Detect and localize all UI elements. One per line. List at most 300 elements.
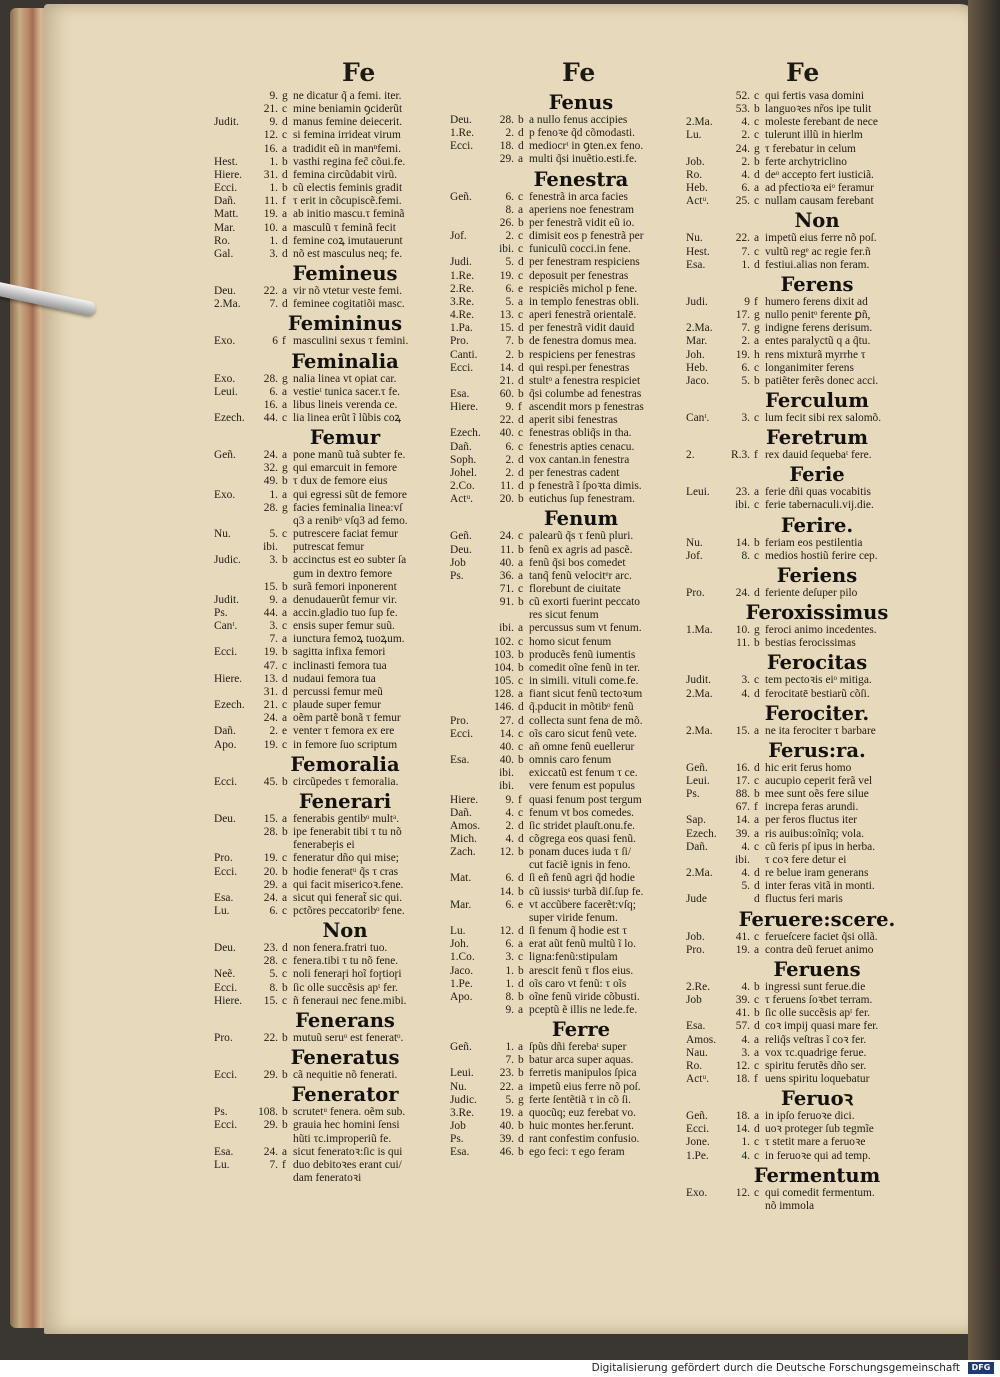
- citation-section-letter: g: [282, 90, 288, 102]
- citation-book: Ecci.: [214, 1069, 238, 1082]
- citation-book: 1.Pa.: [450, 322, 473, 335]
- citation-section-letter: b: [518, 216, 524, 229]
- citation-section-letter: a: [282, 712, 288, 725]
- citation-line: [450, 780, 712, 793]
- citation-chapter: 19.: [735, 348, 750, 361]
- citation-line: [214, 129, 476, 142]
- entry-headword: Feriens: [776, 563, 858, 587]
- citation-book: 2.Re.: [450, 282, 475, 295]
- citation-book: Actᵘ.: [686, 1072, 710, 1085]
- citation-line: [450, 1107, 712, 1120]
- citation-text: respiciẽs michol p fene.: [529, 282, 638, 295]
- citation-section-letter: e: [518, 282, 524, 295]
- concordance-entry: [686, 1086, 948, 1163]
- citation-book: [450, 217, 490, 230]
- citation-section-letter: c: [754, 195, 760, 208]
- citation-section-letter: d: [518, 480, 524, 493]
- citation-text: fenerabis gentibᵒ multᵃ.: [293, 812, 400, 825]
- citation-book: [450, 153, 490, 166]
- citation-chapter: 14.: [735, 814, 750, 827]
- citation-chapter: 29.: [263, 1069, 278, 1082]
- entry-headword: Ferociter.: [764, 701, 870, 725]
- citation-chapter: 8.: [505, 203, 514, 216]
- citation-section-letter: c: [282, 699, 288, 712]
- citation-line: [214, 839, 476, 852]
- citation-book: [214, 826, 254, 839]
- citation-text: mee sunt oẽs fere silue: [765, 788, 869, 801]
- citation-line: [214, 335, 476, 348]
- citation-line: [214, 607, 476, 620]
- citation-chapter: 1.: [269, 182, 278, 195]
- concordance-entry: [686, 272, 948, 388]
- citation-book: [450, 596, 490, 609]
- citation-text: bestias ferocissimas: [765, 637, 856, 650]
- citation-text: in simili. vituli come.fe.: [529, 675, 639, 688]
- citation-section-letter: c: [754, 361, 760, 374]
- citation-text: qui comedit fermentum.: [765, 1186, 875, 1199]
- citation-section-letter: c: [518, 583, 524, 595]
- citation-chapter: 36.: [499, 569, 514, 582]
- citation-section-letter: [754, 1200, 765, 1213]
- citation-line: [450, 609, 712, 622]
- citation-chapter: 11.: [500, 480, 514, 493]
- citation-text: per fenestram respiciens: [529, 256, 640, 269]
- citation-line: [450, 114, 712, 127]
- citation-line: [214, 222, 476, 235]
- citation-text: grauia hec homini ſensi: [293, 1119, 400, 1132]
- citation-book: 2.Re.: [686, 980, 711, 993]
- citation-text: ab initio mascu.τ feminã: [293, 208, 405, 221]
- citation-text: ſic olle succẽsis apᵗ fer.: [765, 1007, 870, 1020]
- citation-book: [450, 243, 490, 256]
- citation-chapter: 15.: [735, 724, 750, 737]
- citation-section-letter: a: [282, 488, 288, 501]
- citation-text: ferueſcere faciet q̃si ollã.: [765, 930, 878, 943]
- citation-section-letter: d: [754, 258, 760, 271]
- citation-chapter: 28.: [263, 955, 278, 968]
- concordance-entry: [686, 1163, 948, 1213]
- citation-section-letter: a: [518, 556, 524, 569]
- citation-section-letter: [282, 839, 293, 852]
- citation-line: [214, 699, 476, 712]
- citation-text: contra deũ feruet animo: [765, 943, 874, 956]
- citation-section-letter: [518, 609, 529, 622]
- citation-book: Apo.: [214, 738, 237, 751]
- citation-section-letter: d: [754, 168, 760, 181]
- citation-text: aucupio ceperit ferã vel: [765, 775, 873, 787]
- citation-chapter: 12.: [499, 925, 514, 938]
- citation-section-letter: a: [282, 221, 288, 234]
- citation-chapter: 14.: [499, 727, 514, 740]
- citation-section-letter: d: [754, 761, 760, 774]
- citation-text: mutuũ seruᵒ est feneratᵒ.: [293, 1031, 404, 1044]
- citation-chapter: 6.: [505, 872, 514, 885]
- citation-chapter: 28.: [263, 501, 278, 514]
- citation-text: batur arca super aquas.: [529, 1054, 634, 1067]
- citation-section-letter: g: [754, 322, 760, 335]
- citation-line: [450, 493, 712, 506]
- entry-headword: Feruens: [773, 957, 861, 981]
- citation-book: Pro.: [214, 852, 233, 865]
- citation-text: femine coꝝ imutauerunt: [293, 234, 403, 247]
- citation-book: [214, 955, 254, 968]
- citation-book: Job.: [686, 155, 705, 168]
- book-fore-edge: [10, 8, 48, 1328]
- citation-line: [450, 872, 712, 885]
- citation-chapter: 2.: [505, 819, 514, 832]
- citation-text: rex dauid ſequebaᵗ fere.: [765, 449, 872, 462]
- citation-section-letter: d: [518, 374, 524, 387]
- citation-chapter: 4.: [505, 832, 514, 845]
- citation-book: 1.Re.: [450, 269, 475, 282]
- citation-text: pceptũ ẽ illis ne lede.fe.: [529, 1004, 638, 1016]
- citation-book: [214, 633, 254, 646]
- citation-book: Judit.: [214, 593, 240, 606]
- citation-text: inter feras vitã in monti.: [765, 880, 875, 893]
- citation-book: [214, 1172, 254, 1185]
- citation-line: [214, 1069, 476, 1082]
- citation-book: Neẽ.: [214, 968, 236, 981]
- citation-chapter: 28.: [499, 114, 514, 126]
- citation-chapter: 9: [744, 295, 750, 308]
- citation-book: [686, 1200, 726, 1213]
- citation-section-letter: [282, 515, 293, 528]
- citation-line: [214, 515, 476, 528]
- citation-text: entes paralyctũ q a q̃tu.: [765, 335, 871, 348]
- citation-text: τ ferebatur in celum: [765, 142, 856, 155]
- citation-text: patiẽter ferẽs donec acci.: [765, 374, 879, 387]
- citation-section-letter: a: [754, 1046, 760, 1059]
- citation-chapter: ibi.: [499, 243, 514, 256]
- citation-line: [686, 688, 948, 701]
- citation-book: [686, 309, 726, 322]
- citation-chapter: 15.: [263, 580, 278, 593]
- citation-chapter: 21.: [263, 103, 278, 116]
- citation-line: [214, 955, 476, 968]
- citation-line: [214, 712, 476, 725]
- citation-text: nullam causam ferebant: [765, 195, 874, 208]
- citation-line: [686, 309, 948, 322]
- citation-line: [214, 620, 476, 633]
- entry-headword: Femoralia: [290, 752, 400, 776]
- citation-line: [214, 892, 476, 905]
- citation-section-letter: a: [282, 285, 288, 298]
- citation-section-letter: g: [754, 142, 760, 155]
- citation-line: [686, 103, 948, 116]
- citation-line: [686, 499, 948, 512]
- citation-chapter: 7.: [741, 245, 750, 258]
- citation-text: hic erit ferus homo: [765, 761, 852, 774]
- concordance-entry: [214, 752, 476, 789]
- citation-section-letter: c: [282, 852, 288, 865]
- citation-section-letter: b: [754, 103, 760, 116]
- citation-book: Amos.: [450, 819, 481, 832]
- citation-text: inclinasti femora tua: [293, 659, 387, 672]
- citation-section-letter: e: [282, 725, 288, 738]
- citation-line: [214, 942, 476, 955]
- citation-book: Pro.: [450, 714, 469, 727]
- citation-section-letter: b: [282, 182, 288, 195]
- citation-line: [450, 754, 712, 767]
- citation-section-letter: b: [518, 964, 524, 977]
- citation-chapter: 40.: [499, 1120, 514, 1133]
- citation-line: [686, 143, 948, 156]
- citation-chapter: 8.: [741, 549, 750, 562]
- dfg-logo[interactable]: DFG: [968, 1362, 994, 1374]
- citation-line: [214, 169, 476, 182]
- citation-book: [450, 649, 490, 662]
- citation-section-letter: a: [282, 385, 288, 398]
- citation-chapter: ibi.: [499, 767, 514, 780]
- citation-line: [450, 715, 712, 728]
- citation-section-letter: b: [518, 335, 524, 348]
- citation-text: fenũ ex agris ad pascẽ.: [529, 543, 633, 556]
- citation-line: [686, 129, 948, 142]
- citation-text: dam feneratoꝛi: [293, 1172, 362, 1184]
- citation-line: [450, 322, 712, 335]
- citation-chapter: 20.: [499, 493, 514, 506]
- citation-line: [450, 401, 712, 414]
- citation-book: [214, 581, 254, 594]
- citation-line: [450, 1041, 712, 1054]
- citation-line: [450, 544, 712, 557]
- citation-chapter: 5.: [505, 1093, 514, 1106]
- citation-line: [450, 688, 712, 701]
- citation-book: Mar.: [686, 335, 708, 348]
- citation-chapter: 88.: [735, 788, 750, 801]
- citation-text: collecta sunt fena de mõ.: [529, 714, 643, 727]
- citation-section-letter: a: [754, 724, 760, 737]
- citation-section-letter: c: [754, 674, 760, 687]
- citation-book: Judi.: [450, 256, 472, 269]
- citation-section-letter: c: [518, 951, 524, 964]
- citation-book: Dañ.: [450, 806, 472, 819]
- citation-line: [686, 893, 948, 906]
- citation-book: [686, 880, 726, 893]
- citation-text: ferie tabernaculi.vij.die.: [765, 499, 874, 512]
- citation-book: Jaco.: [686, 374, 710, 387]
- citation-line: [686, 841, 948, 854]
- running-head-middle: Fe: [562, 58, 597, 87]
- citation-section-letter: c: [518, 740, 524, 753]
- citation-book: Lu.: [214, 904, 230, 917]
- citation-line: [214, 541, 476, 554]
- citation-text: huic montes her.ferunt.: [529, 1120, 635, 1133]
- citation-text: ris auibus:oĩnĩq; vola.: [765, 827, 865, 840]
- citation-section-letter: b: [518, 754, 524, 767]
- concordance-entry: [686, 513, 948, 563]
- citation-section-letter: a: [518, 203, 524, 216]
- citation-chapter: [254, 1172, 282, 1185]
- citation-text: q̃.pducit in mõtibᵒ fenũ: [529, 701, 634, 714]
- citation-line: [450, 846, 712, 859]
- citation-chapter: 6.: [269, 385, 278, 398]
- citation-chapter: 29.: [263, 878, 278, 891]
- citation-line: [214, 633, 476, 646]
- citation-chapter: 5.: [269, 968, 278, 981]
- citation-line: [214, 813, 476, 826]
- citation-text: sicut feneratoꝛ:ſic is qui: [293, 1145, 403, 1158]
- citation-text: masculũ τ feminã fecit: [293, 221, 396, 234]
- entry-headword: Fenus: [548, 91, 614, 114]
- concordance-entry: [214, 311, 476, 348]
- citation-line: [686, 486, 948, 499]
- citation-chapter: 19.: [499, 269, 514, 282]
- citation-chapter: 23.: [499, 1067, 514, 1080]
- concordance-entry: [214, 349, 476, 426]
- citation-line: [686, 449, 948, 462]
- citation-chapter: [254, 568, 282, 581]
- citation-book: Canᵗ.: [214, 620, 238, 633]
- citation-chapter: 102.: [494, 635, 514, 648]
- citation-section-letter: b: [754, 374, 760, 387]
- citation-text: mediocrᵗ in ꝯten.ex feno.: [529, 140, 644, 153]
- citation-text: percussus sum vt fenum.: [529, 622, 642, 635]
- citation-line: [450, 741, 712, 754]
- citation-section-letter: b: [518, 493, 524, 506]
- citation-line: [450, 270, 712, 283]
- citation-line: [450, 570, 712, 583]
- citation-book: Hest.: [686, 245, 710, 258]
- citation-text: nõ est masculus neq; fe.: [293, 247, 403, 260]
- citation-chapter: 39.: [499, 1133, 514, 1146]
- citation-chapter: 17.: [735, 775, 750, 787]
- citation-chapter: 15.: [263, 812, 278, 825]
- citation-line: [686, 1034, 948, 1047]
- citation-line: [450, 1067, 712, 1080]
- citation-text: erat aũt fenũ multũ ĩ lo.: [529, 938, 636, 951]
- citation-chapter: 28.: [263, 826, 278, 839]
- citation-text: fluctus feri maris: [765, 893, 843, 906]
- citation-text: per feros fluctus iter: [765, 814, 858, 827]
- citation-text: in feruoꝛe qui ad temp.: [765, 1149, 871, 1162]
- citation-text: in templo fenestras obli.: [529, 295, 640, 308]
- citation-chapter: 6.: [741, 182, 750, 195]
- concordance-entry: [450, 506, 712, 1017]
- citation-line: [686, 762, 948, 775]
- citation-book: [450, 912, 490, 925]
- citation-chapter: [490, 609, 518, 622]
- citation-section-letter: b: [754, 980, 760, 993]
- citation-book: Ps.: [450, 1133, 464, 1146]
- citation-line: [686, 169, 948, 182]
- citation-text: a nullo fenus accipies: [529, 114, 628, 126]
- citation-chapter: 20.: [263, 865, 278, 878]
- citation-text: duo debitoꝛes erant cui/: [293, 1158, 402, 1171]
- entry-headword: Fenerari: [298, 789, 392, 813]
- citation-chapter: [490, 859, 518, 872]
- entry-headword: Ferie: [789, 463, 845, 487]
- citation-chapter: 8.: [269, 981, 278, 994]
- citation-section-letter: b: [282, 1031, 288, 1044]
- citation-section-letter: b: [518, 387, 524, 400]
- citation-text: ferte archytriclino: [765, 155, 847, 168]
- citation-text: oĩs caro sicut fenũ vete.: [529, 727, 637, 740]
- citation-section-letter: b: [518, 661, 524, 674]
- citation-book: [450, 583, 490, 596]
- citation-text: vox τc.quadrige ferue.: [765, 1046, 867, 1059]
- citation-book: 2.: [686, 449, 695, 462]
- citation-chapter: ibi.: [735, 499, 750, 512]
- citation-line: [450, 414, 712, 427]
- citation-book: 1.Ma.: [686, 624, 713, 637]
- citation-book: Gal.: [214, 247, 234, 260]
- citation-section-letter: a: [518, 1106, 524, 1119]
- citation-chapter: 8.: [505, 990, 514, 1003]
- citation-book: Heb.: [686, 361, 708, 374]
- citation-book: Exo.: [686, 1186, 708, 1199]
- citation-chapter: 29.: [499, 153, 514, 166]
- citation-chapter: 19.: [263, 852, 278, 865]
- citation-chapter: 5.: [741, 880, 750, 893]
- citation-text: rens mixturã myrrhe τ: [765, 348, 866, 361]
- citation-book: Dañ.: [450, 440, 472, 453]
- citation-chapter: [490, 912, 518, 925]
- citation-section-letter: a: [754, 335, 760, 348]
- citation-line: [686, 725, 948, 738]
- citation-text: ne dicatur q̃ a femi. iter.: [293, 90, 402, 102]
- citation-section-letter: b: [518, 596, 524, 609]
- citation-text: lia linea erũt ĩ lũbis coꝝ: [293, 411, 402, 424]
- citation-line: [450, 1094, 712, 1107]
- citation-line: [450, 701, 712, 714]
- citation-line: [450, 1146, 712, 1159]
- concordance-entry: [214, 1045, 476, 1082]
- citation-section-letter: c: [282, 103, 288, 116]
- citation-text: aperiens noe fenestram: [529, 203, 634, 216]
- citation-line: [450, 309, 712, 322]
- citation-book: [214, 462, 254, 475]
- citation-book: Esa.: [450, 387, 470, 400]
- citation-book: Ezech.: [450, 427, 481, 440]
- running-head-left: Fe: [342, 58, 377, 87]
- citation-text: p fenoꝛe q̃d cõmodasti.: [529, 127, 635, 140]
- citation-book: Actᵘ.: [450, 493, 474, 506]
- citation-text: putrescere faciat femur: [293, 528, 398, 541]
- citation-text: hũti τc.improperiũ fe.: [293, 1132, 392, 1145]
- citation-book: Ecci.: [214, 182, 238, 195]
- citation-line: [686, 994, 948, 1007]
- citation-line: [214, 1159, 476, 1172]
- citation-section-letter: d: [518, 127, 524, 140]
- citation-chapter: 128.: [494, 688, 514, 701]
- citation-book: Esa.: [450, 1146, 470, 1159]
- citation-text: mine beniamin ꝯciderũt: [293, 103, 403, 116]
- citation-book: [450, 859, 490, 872]
- citation-text: masculini sexus τ femini.: [293, 335, 409, 348]
- citation-line: [214, 195, 476, 208]
- citation-line: [686, 322, 948, 335]
- citation-book: Mar.: [450, 898, 472, 911]
- citation-line: [450, 767, 712, 780]
- citation-line: [450, 441, 712, 454]
- citation-text: ſpũs dñi ferebaᵗ super: [529, 1041, 627, 1054]
- citation-text: denudauerũt femur vir.: [293, 593, 398, 606]
- citation-section-letter: b: [282, 1106, 288, 1119]
- citation-book: Joh.: [450, 938, 469, 951]
- citation-text: pctõres peccatoribᵒ fene.: [293, 904, 405, 917]
- citation-text: qui egressi sũt de femore: [293, 488, 407, 501]
- citation-text: si femina irrideat virum: [293, 129, 401, 142]
- citation-section-letter: h: [754, 348, 760, 361]
- citation-section-letter: b: [754, 155, 760, 168]
- concordance-entry: [214, 789, 476, 918]
- citation-chapter: 40.: [499, 427, 514, 440]
- entry-headword: Fermentum: [753, 1163, 881, 1187]
- citation-section-letter: f: [282, 1158, 286, 1171]
- citation-text: medios hostiũ ferire cep.: [765, 549, 878, 562]
- citation-book: Geñ.: [450, 190, 472, 203]
